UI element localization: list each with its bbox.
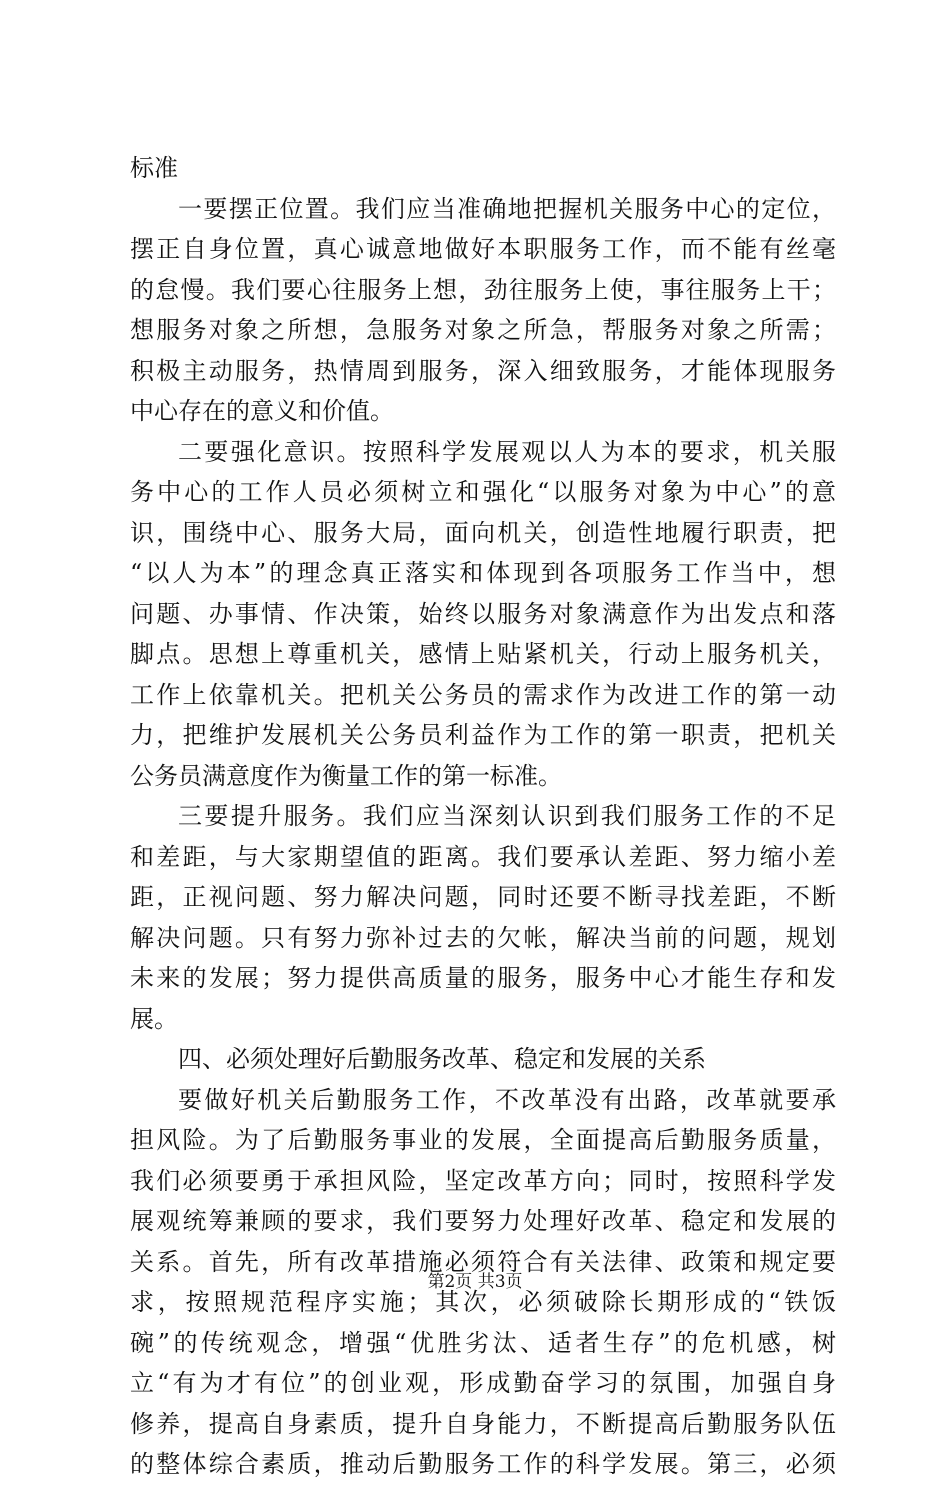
text-line: 标准 — [130, 154, 178, 182]
text-line: 立“有为才有位”的创业观，形成勤奋学习的氛围，加强自身 — [130, 1369, 836, 1397]
text-line: 三要提升服务。我们应当深刻认识到我们服务工作的不足 — [178, 802, 836, 830]
text-line: 解决问题。只有努力弥补过去的欠帐，解决当前的问题，规划 — [130, 923, 836, 952]
text-line: 工作上依靠机关。把机关公务员的需求作为改进工作的第一动 — [130, 680, 836, 709]
text-line: 二要强化意识。按照科学发展观以人为本的要求，机关服 — [178, 437, 836, 466]
section-heading: 四、必须处理好后勤服务改革、稳定和发展的关系 — [178, 1045, 706, 1073]
text-line: 想服务对象之所想，急服务对象之所急，帮服务对象之所需； — [130, 316, 836, 344]
text-line: 的整体综合素质，推动后勤服务工作的科学发展。第三，必须 — [130, 1450, 836, 1478]
text-line: 碗”的传统观念，增强“优胜劣汰、适者生存”的危机感，树 — [130, 1328, 836, 1357]
text-line: 一要摆正位置。我们应当准确地把握机关服务中心的定位， — [178, 194, 836, 223]
text-line: 识，围绕中心、服务大局，面向机关，创造性地履行职责，把 — [130, 518, 836, 547]
page-number-footer: 第2页 共3页 — [427, 1272, 523, 1292]
text-line: 距，正视问题、努力解决问题，同时还要不断寻找差距，不断 — [130, 883, 836, 911]
text-line: 担风险。为了后勤服务事业的发展，全面提高后勤服务质量， — [130, 1126, 836, 1154]
text-line: 要做好机关后勤服务工作，不改革没有出路，改革就要承 — [178, 1085, 836, 1114]
text-line: 修养，提高自身素质，提升自身能力，不断提高后勤服务队伍 — [130, 1409, 836, 1438]
text-line: 务中心的工作人员必须树立和强化“以服务对象为中心”的意 — [130, 478, 836, 506]
text-line: “以人为本”的理念真正落实和体现到各项服务工作当中，想 — [130, 559, 836, 587]
text-line: 展。 — [130, 1004, 178, 1033]
text-line: 和差距，与大家期望值的距离。我们要承认差距、努力缩小差 — [130, 842, 836, 871]
text-line: 求，按照规范程序实施；其次，必须破除长期形成的“铁饭 — [130, 1288, 836, 1316]
text-line: 积极主动服务，热情周到服务，深入细致服务，才能体现服务 — [130, 356, 836, 385]
text-line: 关系。首先，所有改革措施必须符合有关法律、政策和规定要 — [130, 1247, 836, 1276]
text-line: 问题、办事情、作决策，始终以服务对象满意作为出发点和落 — [130, 599, 836, 628]
text-line: 我们必须要勇于承担风险，坚定改革方向；同时，按照科学发 — [130, 1166, 836, 1195]
text-line: 脚点。思想上尊重机关，感情上贴紧机关，行动上服务机关， — [130, 640, 836, 668]
text-line: 公务员满意度作为衡量工作的第一标准。 — [130, 761, 562, 790]
text-line: 展观统筹兼顾的要求，我们要努力处理好改革、稳定和发展的 — [130, 1207, 836, 1235]
text-line: 中心存在的意义和价值。 — [130, 397, 394, 425]
text-line: 力，把维护发展机关公务员利益作为工作的第一职责，把机关 — [130, 721, 836, 749]
text-line: 的怠慢。我们要心往服务上想，劲往服务上使，事往服务上干； — [130, 275, 836, 304]
text-line: 未来的发展；努力提供高质量的服务，服务中心才能生存和发 — [130, 964, 836, 992]
text-line: 摆正自身位置，真心诚意地做好本职服务工作，而不能有丝毫 — [130, 235, 836, 263]
